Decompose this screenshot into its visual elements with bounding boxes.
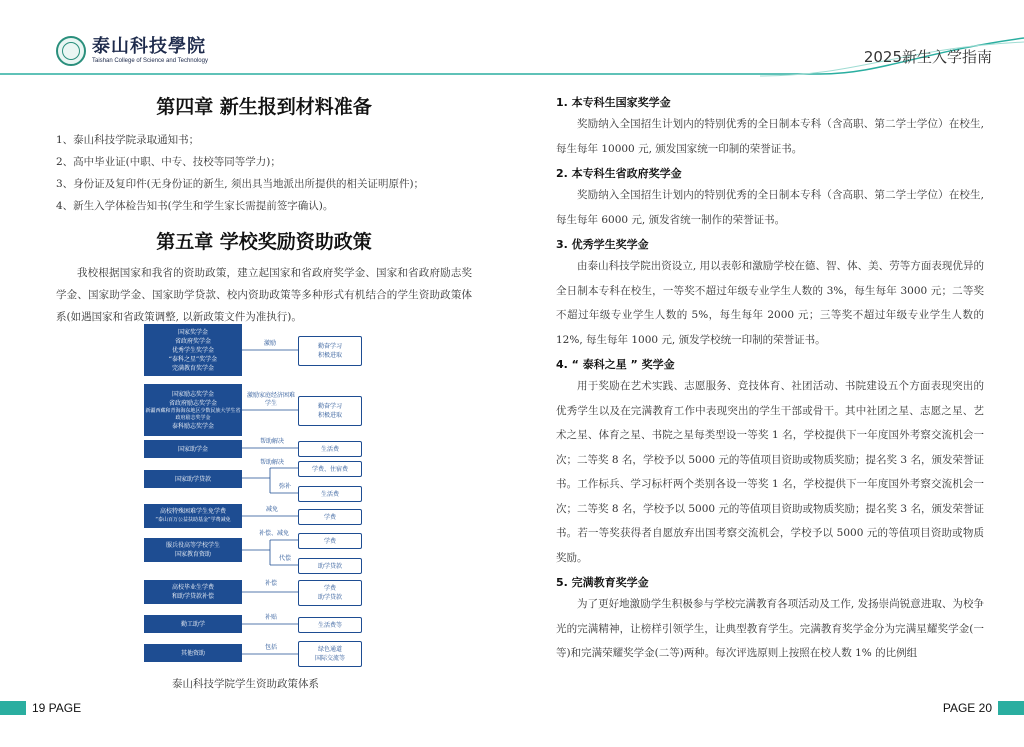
military-service-box: 服兵役高等学校学生 国家教育资助 [144,538,242,562]
chapter4-title: 第四章 新生报到材料准备 [156,96,372,118]
section-body: 为了更好地激励学生积极参与学校完满教育各项活动及工作, 发扬崇尚锐意进取、为校争光的完满精神，让榜样引领学生，让典型教育学生。完满教育奖学金分为完满星耀奖学金(一等)和完满荣耀奖学金(二等)两种。每次评选原则上按照在校人数 1% 的比例组 [556,598,984,659]
outcome-box: 学费 [298,509,362,525]
national-grant-box: 国家助学金 [144,440,242,458]
action-label: 包括 [264,644,277,651]
right-page [556,94,984,670]
outcome-box: 助学贷款 [298,558,362,574]
section-body: 用于奖励在艺术实践、志愿服务、竞技体育、社团活动、书院建设五个方面表现突出的优秀学生以及在完满教育工作中表现突出的学生干部或骨干。其中社团之星、志愿之星、艺术之星、体育之星、书院之星每类型设一等奖 1 名，学校提供下一年度国外考察交流机会一次；二等奖 8 名，学校予以 5000 元的等值项目资助或物质奖励；提名奖 3 名，颁发荣誉证书。工作标兵、学习标杆两个类别各设一等奖 1 名，学校提供下一年度国外考察交流机会一次；二等奖 8 名，学校予以 5000 元的等值项目资助或物质奖励；提名奖 3 名，颁发荣誉证书。若一等奖获得者自愿放弃出国考察交流机会，学校予以 5000 元的等值项目资助或物质奖励。 [556,380,984,564]
section-title: 4. “ 泰科之星 ” 奖学金 [556,358,675,371]
diagram-caption: 泰山科技学院学生资助政策体系 [172,678,319,690]
section-body: 奖励纳入全国招生计划内的特别优秀的全日制本专科（含高职、第二学士学位）在校生, 每生每年 6000 元, 颁发省统一制作的荣誉证书。 [556,189,984,226]
header [0,0,1024,80]
action-label: 激励 [263,340,276,347]
action-label: 补偿 [264,580,277,587]
graduate-compensation-box: 高校毕业生学费 和助学贷款补偿 [144,580,242,604]
outcome-box: 勤奋学习 积极进取 [298,336,362,366]
outcome-box: 勤奋学习 积极进取 [298,396,362,426]
section-title: 3. 优秀学生奖学金 [556,238,649,251]
chapter5-title: 第五章 学校奖励资助政策 [156,231,372,253]
action-label: 帮助解决 [259,438,284,445]
outcome-box: 生活费 [298,441,362,457]
action-label: 弥补 [278,483,291,490]
action-label: 代偿 [278,555,291,562]
list-item: 1、泰山科技学院录取通知书； [56,134,200,146]
list-item: 4、新生入学体检告知书(学生和学生家长需提前签字确认)。 [56,200,334,212]
action-label: 补贴 [264,614,277,621]
list-item: 3、身份证及复印件(无身份证的新生, 须出具当地派出所提供的相关证明原件)； [56,178,425,190]
tuition-waiver-box: 高校特殊困难学生免学费 “泰山百万公益扶助基金”学费减免 [144,504,242,528]
outcome-box: 学费 [298,533,362,549]
action-label: 减免 [265,506,278,513]
page-number-left: 19 PAGE [32,701,82,715]
funding-policy-diagram [140,318,380,673]
logo-chinese-name: 泰山科技學院 [92,36,206,57]
footer-accent-bar [998,701,1024,715]
section-body: 奖励纳入全国招生计划内的特别优秀的全日制本专科（含高职、第二学士学位）在校生, 每生每年 10000 元, 颁发国家统一印制的荣誉证书。 [556,118,984,155]
outcome-box: 绿色通道 国际交流等 [298,641,362,667]
action-label: 补偿、减免 [258,530,289,537]
scholarship-group-box: 国家奖学金 省政府奖学金 优秀学生奖学金 “泰科之星”奖学金 完满教育奖学金 [144,324,242,376]
list-item: 2、高中毕业证(中职、中专、技校等同等学力)； [56,156,281,168]
section-title: 1. 本专科生国家奖学金 [556,96,671,109]
college-logo [56,36,208,66]
inspirational-scholarship-box: 国家励志奖学金 省政府励志奖学金 新疆西藏和青海海东地区少数民族大学生省政府励志奖学金 泰科励志奖学金 [144,384,242,436]
other-aid-box: 其他资助 [144,644,242,662]
action-label: 激励家庭经济困难学生 [246,392,295,407]
guide-title: 2025新生入学指南 [863,48,992,66]
outcome-box: 生活费 [298,486,362,502]
section-body: 由泰山科技学院出资设立, 用以表彰和激励学校在德、智、体、美、劳等方面表现优异的全日制本专科在校生，一等奖不超过年级专业学生人数的 3%，每生每年 3000 元；二等奖不超过年级专业学生人数的 5%，每生每年 2000 元；三等奖不超过年级专业学生人数的 12%, 每生每年 1000 元, 颁发学校统一印制的荣誉证书。 [556,260,984,346]
left-page [56,92,472,328]
logo-english-name: Taishan College of Science and Technology [92,58,208,64]
action-label: 帮助解决 [259,459,284,466]
college-seal-icon [56,36,86,66]
chapter5-intro: 我校根据国家和我省的资助政策，建立起国家和省政府奖学金、国家和省政府励志奖学金、国家助学金、国家助学贷款、校内资助政策等多种形式有机结合的学生资助政策体系(如遇国家和省政策调整, 以新政策文件为准执行)。 [56,267,472,323]
national-loan-box: 国家助学贷款 [144,470,242,488]
outcome-box: 生活费等 [298,617,362,633]
section-title: 5. 完满教育奖学金 [556,576,649,589]
work-study-box: 勤工助学 [144,615,242,633]
materials-list [56,129,472,217]
outcome-box: 学费 助学贷款 [298,580,362,606]
page-number-right: PAGE 20 [942,701,992,715]
outcome-box: 学费、住宿费 [298,461,362,477]
footer-accent-bar [0,701,26,715]
section-title: 2. 本专科生省政府奖学金 [556,167,682,180]
